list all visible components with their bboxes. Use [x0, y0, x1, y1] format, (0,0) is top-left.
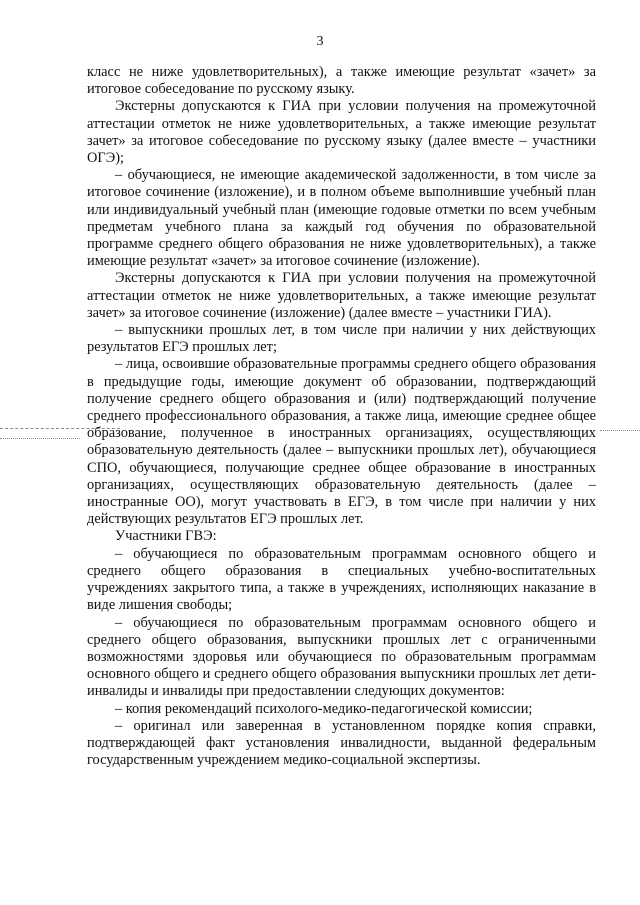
paragraph: – копия рекомендаций психолого-медико-педагогической комиссии;: [115, 700, 533, 717]
paragraph: – выпускники прошлых лет, в том числе при наличии у них действующих результатов ЕГЭ прошлых лет;: [87, 322, 596, 356]
paragraph: Экстерны допускаются к ГИА при условии получения на промежуточной аттестации отметок не ниже удовлетворительных, а также имеющие результат зачет» за итоговое сочинение (изложение) (далее вместе – участники ГИА).: [87, 270, 596, 321]
paragraph: – обучающиеся по образовательным программам основного общего и среднего общего образования в специальных учебно-воспитательных учреждениях закрытого типа, а также в учреждениях, исполняющих наказание в виде лишения свободы;: [87, 545, 596, 614]
paragraph: – оригинал или заверенная в установленном порядке копия справки, подтверждающей факт установления инвалидности, выданной федеральным государственным учреждением медико-социальной экспертизы.: [87, 717, 596, 769]
paragraph: класс не ниже удовлетворительных), а также имеющие результат «зачет» за итоговое собеседование по русскому языку.: [87, 64, 596, 98]
paragraph: Экстерны допускаются к ГИА при условии получения на промежуточной аттестации отметок не ниже удовлетворительных, а также имеющие результат зачет» за итоговое собеседование по русскому языку (далее вместе – участники ОГЭ);: [87, 98, 596, 167]
page-number: 3: [316, 34, 324, 49]
scan-artifact-line: [0, 438, 80, 439]
paragraph: – обучающиеся по образовательным программам основного общего и среднего общего образования, выпускники прошлых лет с ограниченными возможностями здоровья или обучающиеся по образовательным программам основного общего и среднего общего образования выпускники прошлых лет дети-инвалиды и инвалиды при предоставлении следующих документов:: [87, 614, 596, 700]
scan-artifact-line: [600, 430, 640, 431]
paragraph: Участники ГВЭ:: [115, 528, 217, 545]
paragraph: – лица, освоившие образовательные программы среднего общего образования в предыдущие годы, имеющие документ об образовании, подтверждающий получение среднего общего образования и (или) подтверждающий получение среднего профессионального образования, а также лица, имеющие среднее общее образование, полученное в иностранных организациях, осуществляющих образовательную деятельность (далее – выпускники прошлых лет), обучающиеся СПО, обучающиеся, получающие среднее общее образование в иностранных организациях, осуществляющих образовательную деятельность (далее – иностранные ОО), могут участвовать в ЕГЭ, в том числе при наличии у них действующих результатов ЕГЭ прошлых лет.: [87, 356, 596, 528]
body-text: [87, 64, 596, 769]
paragraph: – обучающиеся, не имеющие академической задолженности, в том числе за итоговое сочинение (изложение), и в полном объеме выполнившие учебный план или индивидуальный учебный план (имеющие годовые отметки по всем учебным предметам учебного плана за каждый год обучения по образовательной программе среднего общего образования не ниже удовлетворительных), а также имеющие результат «зачет» за итоговое сочинение (изложение).: [87, 167, 596, 270]
